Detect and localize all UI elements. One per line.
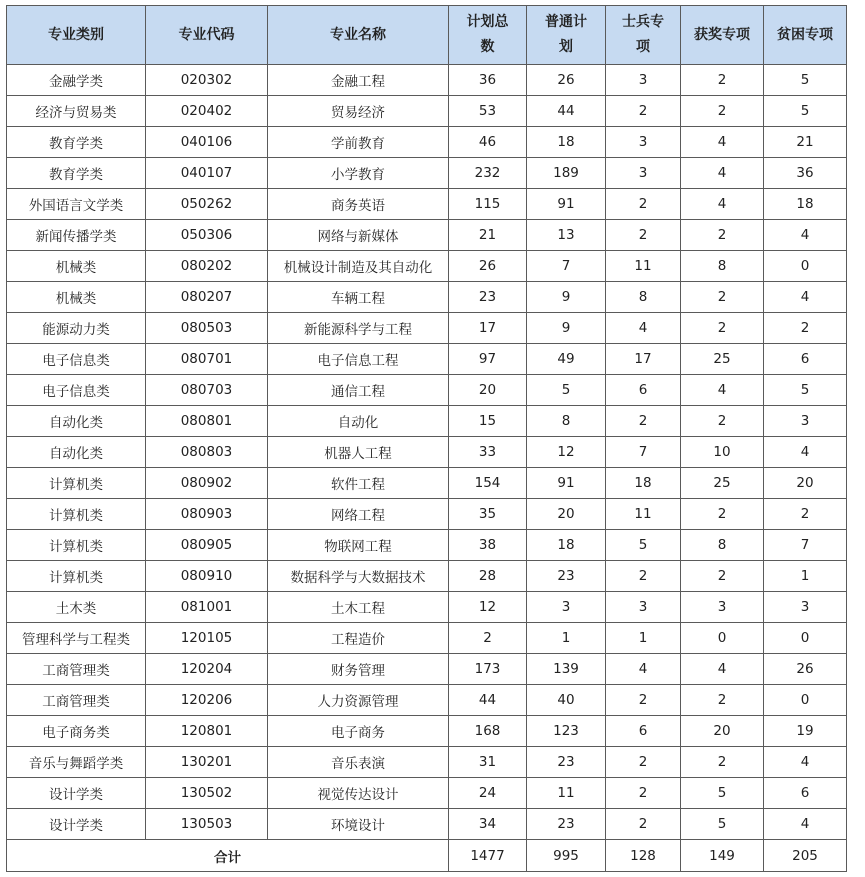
cell-poverty: 0 — [764, 623, 847, 654]
cell-category: 机械类 — [7, 282, 146, 313]
cell-name: 人力资源管理 — [268, 685, 449, 716]
cell-total-plan: 26 — [449, 251, 527, 282]
cell-regular-plan: 5 — [527, 375, 606, 406]
cell-code: 130502 — [146, 778, 268, 809]
cell-poverty: 3 — [764, 592, 847, 623]
cell-regular-plan: 18 — [527, 530, 606, 561]
cell-soldier: 17 — [606, 344, 681, 375]
total-value-regular-plan: 995 — [527, 840, 606, 872]
cell-poverty: 4 — [764, 809, 847, 840]
cell-award: 5 — [681, 809, 764, 840]
cell-total-plan: 21 — [449, 220, 527, 251]
cell-total-plan: 154 — [449, 468, 527, 499]
total-label: 合计 — [7, 840, 449, 872]
cell-soldier: 2 — [606, 809, 681, 840]
table-row — [7, 747, 847, 778]
cell-category: 能源动力类 — [7, 313, 146, 344]
cell-soldier: 2 — [606, 561, 681, 592]
cell-code: 080207 — [146, 282, 268, 313]
cell-poverty: 2 — [764, 499, 847, 530]
cell-total-plan: 17 — [449, 313, 527, 344]
cell-category: 计算机类 — [7, 499, 146, 530]
cell-code: 080903 — [146, 499, 268, 530]
cell-poverty: 21 — [764, 127, 847, 158]
cell-soldier: 6 — [606, 375, 681, 406]
table-row — [7, 561, 847, 592]
table-row — [7, 220, 847, 251]
cell-category: 管理科学与工程类 — [7, 623, 146, 654]
table-row — [7, 592, 847, 623]
cell-name: 财务管理 — [268, 654, 449, 685]
cell-total-plan: 46 — [449, 127, 527, 158]
cell-poverty: 6 — [764, 344, 847, 375]
cell-poverty: 18 — [764, 189, 847, 220]
cell-total-plan: 44 — [449, 685, 527, 716]
cell-name: 学前教育 — [268, 127, 449, 158]
cell-regular-plan: 40 — [527, 685, 606, 716]
header-total-plan: 计划总数 — [449, 6, 527, 65]
cell-regular-plan: 23 — [527, 809, 606, 840]
cell-total-plan: 173 — [449, 654, 527, 685]
table-row — [7, 65, 847, 96]
cell-category: 设计学类 — [7, 778, 146, 809]
cell-name: 小学教育 — [268, 158, 449, 189]
cell-regular-plan: 23 — [527, 561, 606, 592]
header-award: 获奖专项 — [681, 6, 764, 65]
table-row — [7, 809, 847, 840]
cell-poverty: 20 — [764, 468, 847, 499]
table-row — [7, 344, 847, 375]
cell-regular-plan: 13 — [527, 220, 606, 251]
cell-poverty: 4 — [764, 282, 847, 313]
cell-soldier: 6 — [606, 716, 681, 747]
cell-total-plan: 20 — [449, 375, 527, 406]
cell-total-plan: 2 — [449, 623, 527, 654]
cell-category: 自动化类 — [7, 437, 146, 468]
cell-award: 2 — [681, 96, 764, 127]
cell-regular-plan: 9 — [527, 313, 606, 344]
cell-code: 050262 — [146, 189, 268, 220]
cell-code: 080905 — [146, 530, 268, 561]
table-row — [7, 189, 847, 220]
cell-name: 自动化 — [268, 406, 449, 437]
cell-soldier: 2 — [606, 685, 681, 716]
table-row — [7, 468, 847, 499]
cell-code: 120204 — [146, 654, 268, 685]
cell-code: 040107 — [146, 158, 268, 189]
cell-category: 教育学类 — [7, 158, 146, 189]
cell-category: 电子信息类 — [7, 344, 146, 375]
cell-regular-plan: 26 — [527, 65, 606, 96]
cell-poverty: 5 — [764, 96, 847, 127]
cell-regular-plan: 20 — [527, 499, 606, 530]
cell-total-plan: 12 — [449, 592, 527, 623]
cell-category: 土木类 — [7, 592, 146, 623]
cell-category: 电子信息类 — [7, 375, 146, 406]
cell-award: 5 — [681, 778, 764, 809]
cell-award: 2 — [681, 282, 764, 313]
header-soldier: 士兵专项 — [606, 6, 681, 65]
cell-total-plan: 53 — [449, 96, 527, 127]
cell-soldier: 2 — [606, 189, 681, 220]
cell-regular-plan: 8 — [527, 406, 606, 437]
cell-category: 电子商务类 — [7, 716, 146, 747]
cell-category: 机械类 — [7, 251, 146, 282]
cell-category: 工商管理类 — [7, 685, 146, 716]
enrollment-plan-table — [6, 5, 847, 872]
cell-name: 贸易经济 — [268, 96, 449, 127]
cell-code: 040106 — [146, 127, 268, 158]
cell-category: 设计学类 — [7, 809, 146, 840]
cell-code: 081001 — [146, 592, 268, 623]
cell-code: 130201 — [146, 747, 268, 778]
cell-regular-plan: 3 — [527, 592, 606, 623]
cell-poverty: 0 — [764, 251, 847, 282]
cell-award: 10 — [681, 437, 764, 468]
cell-name: 环境设计 — [268, 809, 449, 840]
cell-code: 050306 — [146, 220, 268, 251]
cell-poverty: 4 — [764, 437, 847, 468]
cell-soldier: 11 — [606, 499, 681, 530]
cell-total-plan: 38 — [449, 530, 527, 561]
cell-category: 计算机类 — [7, 530, 146, 561]
cell-regular-plan: 123 — [527, 716, 606, 747]
cell-poverty: 1 — [764, 561, 847, 592]
cell-name: 电子商务 — [268, 716, 449, 747]
cell-poverty: 5 — [764, 375, 847, 406]
cell-award: 2 — [681, 499, 764, 530]
cell-soldier: 11 — [606, 251, 681, 282]
total-value-award: 149 — [681, 840, 764, 872]
table-row — [7, 685, 847, 716]
cell-award: 25 — [681, 468, 764, 499]
cell-name: 新能源科学与工程 — [268, 313, 449, 344]
cell-soldier: 3 — [606, 592, 681, 623]
cell-regular-plan: 12 — [527, 437, 606, 468]
cell-category: 音乐与舞蹈学类 — [7, 747, 146, 778]
cell-code: 130503 — [146, 809, 268, 840]
cell-category: 教育学类 — [7, 127, 146, 158]
cell-code: 080910 — [146, 561, 268, 592]
cell-name: 网络与新媒体 — [268, 220, 449, 251]
cell-code: 120206 — [146, 685, 268, 716]
cell-category: 新闻传播学类 — [7, 220, 146, 251]
cell-award: 2 — [681, 685, 764, 716]
total-value-total-plan: 1477 — [449, 840, 527, 872]
cell-total-plan: 35 — [449, 499, 527, 530]
cell-award: 2 — [681, 406, 764, 437]
cell-total-plan: 33 — [449, 437, 527, 468]
cell-code: 120801 — [146, 716, 268, 747]
cell-poverty: 7 — [764, 530, 847, 561]
table-body — [7, 65, 847, 840]
cell-name: 商务英语 — [268, 189, 449, 220]
cell-soldier: 8 — [606, 282, 681, 313]
cell-category: 自动化类 — [7, 406, 146, 437]
table-row — [7, 251, 847, 282]
header-row — [7, 6, 847, 65]
table-row — [7, 530, 847, 561]
header-category: 专业类别 — [7, 6, 146, 65]
table-row — [7, 406, 847, 437]
cell-code: 020402 — [146, 96, 268, 127]
table-row — [7, 127, 847, 158]
cell-soldier: 7 — [606, 437, 681, 468]
table-row — [7, 654, 847, 685]
cell-poverty: 26 — [764, 654, 847, 685]
cell-code: 080801 — [146, 406, 268, 437]
cell-code: 120105 — [146, 623, 268, 654]
cell-regular-plan: 18 — [527, 127, 606, 158]
cell-regular-plan: 11 — [527, 778, 606, 809]
cell-total-plan: 15 — [449, 406, 527, 437]
cell-category: 计算机类 — [7, 561, 146, 592]
cell-soldier: 3 — [606, 158, 681, 189]
cell-regular-plan: 23 — [527, 747, 606, 778]
cell-category: 经济与贸易类 — [7, 96, 146, 127]
cell-code: 080803 — [146, 437, 268, 468]
cell-total-plan: 28 — [449, 561, 527, 592]
table-row — [7, 313, 847, 344]
cell-total-plan: 232 — [449, 158, 527, 189]
cell-name: 金融工程 — [268, 65, 449, 96]
table-row — [7, 437, 847, 468]
total-value-poverty: 205 — [764, 840, 847, 872]
cell-total-plan: 97 — [449, 344, 527, 375]
cell-category: 金融学类 — [7, 65, 146, 96]
cell-name: 电子信息工程 — [268, 344, 449, 375]
cell-award: 3 — [681, 592, 764, 623]
cell-category: 计算机类 — [7, 468, 146, 499]
cell-regular-plan: 189 — [527, 158, 606, 189]
cell-total-plan: 36 — [449, 65, 527, 96]
total-value-soldier: 128 — [606, 840, 681, 872]
cell-name: 物联网工程 — [268, 530, 449, 561]
cell-award: 4 — [681, 127, 764, 158]
cell-soldier: 5 — [606, 530, 681, 561]
cell-regular-plan: 1 — [527, 623, 606, 654]
table-row — [7, 716, 847, 747]
cell-soldier: 18 — [606, 468, 681, 499]
cell-soldier: 2 — [606, 220, 681, 251]
table-row — [7, 375, 847, 406]
table-row — [7, 282, 847, 313]
cell-regular-plan: 9 — [527, 282, 606, 313]
cell-code: 080503 — [146, 313, 268, 344]
cell-name: 工程造价 — [268, 623, 449, 654]
cell-award: 25 — [681, 344, 764, 375]
cell-award: 2 — [681, 561, 764, 592]
cell-poverty: 36 — [764, 158, 847, 189]
cell-total-plan: 168 — [449, 716, 527, 747]
header-code: 专业代码 — [146, 6, 268, 65]
cell-name: 软件工程 — [268, 468, 449, 499]
cell-regular-plan: 91 — [527, 468, 606, 499]
cell-poverty: 6 — [764, 778, 847, 809]
cell-name: 音乐表演 — [268, 747, 449, 778]
total-row — [7, 840, 847, 872]
cell-poverty: 19 — [764, 716, 847, 747]
cell-award: 2 — [681, 220, 764, 251]
cell-regular-plan: 91 — [527, 189, 606, 220]
cell-name: 视觉传达设计 — [268, 778, 449, 809]
table-row — [7, 96, 847, 127]
cell-soldier: 2 — [606, 778, 681, 809]
cell-poverty: 2 — [764, 313, 847, 344]
cell-code: 080703 — [146, 375, 268, 406]
cell-award: 2 — [681, 747, 764, 778]
cell-poverty: 4 — [764, 747, 847, 778]
cell-award: 4 — [681, 189, 764, 220]
header-name: 专业名称 — [268, 6, 449, 65]
cell-soldier: 3 — [606, 127, 681, 158]
cell-category: 工商管理类 — [7, 654, 146, 685]
cell-name: 机械设计制造及其自动化 — [268, 251, 449, 282]
cell-name: 通信工程 — [268, 375, 449, 406]
cell-regular-plan: 139 — [527, 654, 606, 685]
cell-name: 机器人工程 — [268, 437, 449, 468]
cell-award: 4 — [681, 375, 764, 406]
cell-total-plan: 34 — [449, 809, 527, 840]
cell-soldier: 3 — [606, 65, 681, 96]
cell-award: 4 — [681, 158, 764, 189]
cell-award: 8 — [681, 251, 764, 282]
cell-poverty: 0 — [764, 685, 847, 716]
cell-code: 020302 — [146, 65, 268, 96]
header-regular-plan: 普通计划 — [527, 6, 606, 65]
header-poverty: 贫困专项 — [764, 6, 847, 65]
table-row — [7, 623, 847, 654]
cell-total-plan: 115 — [449, 189, 527, 220]
table-row — [7, 499, 847, 530]
cell-total-plan: 23 — [449, 282, 527, 313]
cell-name: 网络工程 — [268, 499, 449, 530]
table-row — [7, 158, 847, 189]
cell-regular-plan: 49 — [527, 344, 606, 375]
cell-soldier: 4 — [606, 313, 681, 344]
cell-name: 车辆工程 — [268, 282, 449, 313]
cell-soldier: 2 — [606, 406, 681, 437]
cell-award: 4 — [681, 654, 764, 685]
cell-category: 外国语言文学类 — [7, 189, 146, 220]
cell-award: 20 — [681, 716, 764, 747]
cell-poverty: 5 — [764, 65, 847, 96]
cell-code: 080202 — [146, 251, 268, 282]
cell-code: 080701 — [146, 344, 268, 375]
table-row — [7, 778, 847, 809]
cell-name: 数据科学与大数据技术 — [268, 561, 449, 592]
cell-poverty: 3 — [764, 406, 847, 437]
cell-soldier: 2 — [606, 747, 681, 778]
cell-regular-plan: 7 — [527, 251, 606, 282]
cell-award: 2 — [681, 65, 764, 96]
cell-total-plan: 31 — [449, 747, 527, 778]
cell-soldier: 2 — [606, 96, 681, 127]
cell-poverty: 4 — [764, 220, 847, 251]
cell-total-plan: 24 — [449, 778, 527, 809]
cell-award: 2 — [681, 313, 764, 344]
cell-soldier: 4 — [606, 654, 681, 685]
cell-award: 0 — [681, 623, 764, 654]
cell-name: 土木工程 — [268, 592, 449, 623]
cell-soldier: 1 — [606, 623, 681, 654]
cell-regular-plan: 44 — [527, 96, 606, 127]
cell-code: 080902 — [146, 468, 268, 499]
cell-award: 8 — [681, 530, 764, 561]
